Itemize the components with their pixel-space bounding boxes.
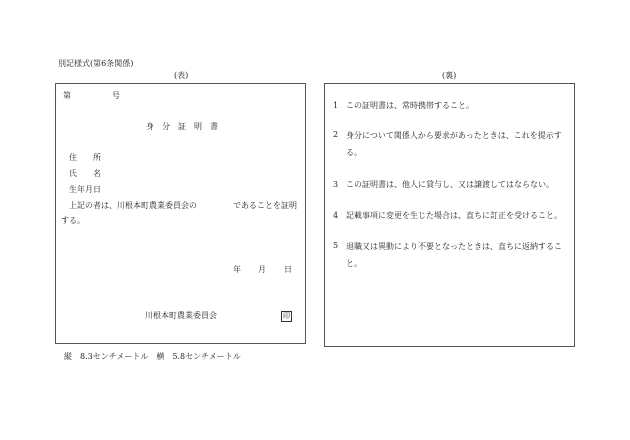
rule-text: この証明書は、常時携帯すること。 [346,101,474,110]
seal-mark: 印 [283,312,290,320]
rule-text: この証明書は、他人に貸与し、又は譲渡してはならない。 [346,180,554,189]
date-year: 年 [233,265,241,274]
rule-number: 1 [333,101,339,110]
issuer-name: 川根本町農業委員会 [145,311,217,320]
field-birthdate: 生年月日 [69,185,101,194]
number-prefix: 第 [63,91,71,100]
number-suffix: 号 [112,91,120,100]
rule-number: 4 [333,211,339,220]
size-note: 縦 8.3センチメートル 横 5.8センチメートル [64,352,241,361]
front-label: (表) [174,71,189,80]
date-month: 月 [258,265,266,274]
form-label: 別記様式(第6条関係) [58,59,134,68]
back-card [324,83,575,347]
front-card [55,83,306,344]
statement-line-c: する。 [61,216,85,225]
card-title: 身分証明書 [146,122,226,131]
rule-text: 退職又は異動により不要となったときは、直ちに返納すること。 [346,242,562,268]
date-day: 日 [284,265,292,274]
rule-text: 身分について関係人から要求があったときは、これを提示する。 [346,131,562,157]
rule-text: 記載事項に変更を生じた場合は、直ちに訂正を受けること。 [346,211,562,220]
field-name: 氏 名 [69,169,101,178]
rule-number: 5 [333,241,339,250]
back-label: (裏) [442,71,457,80]
statement-line-a: 上記の者は、川根本町農業委員会の [69,201,197,210]
field-address: 住 所 [69,153,101,162]
statement-line-b: であることを証明 [233,201,297,210]
rule-number: 3 [333,180,339,189]
rule-number: 2 [333,130,339,139]
